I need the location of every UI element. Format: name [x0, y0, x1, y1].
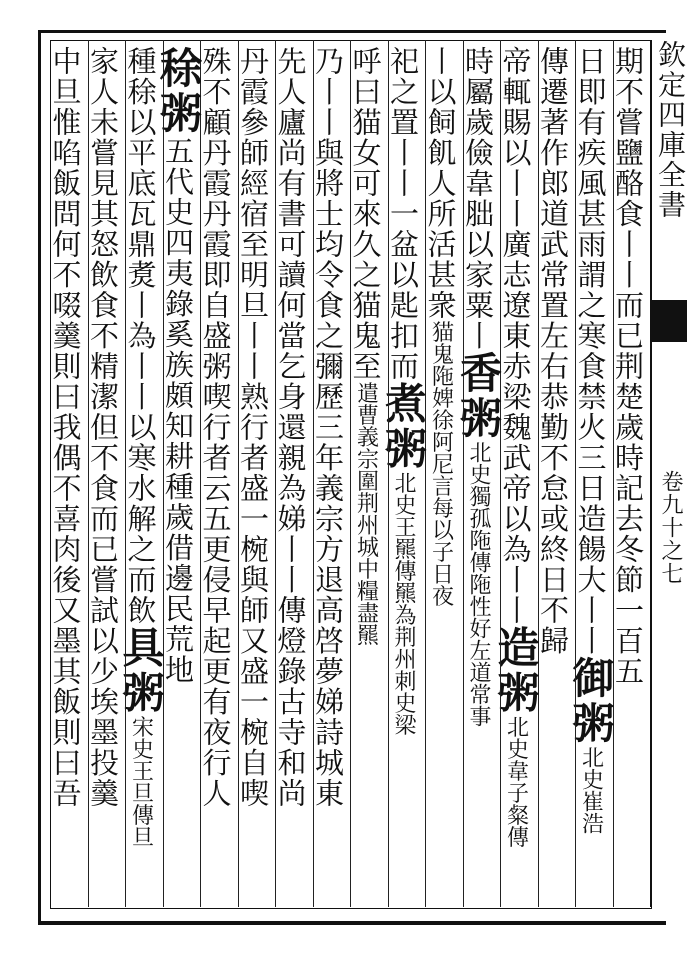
column-rule	[500, 40, 501, 907]
body-text: 祀之置丨丨一盆以匙扣而	[386, 46, 420, 382]
text-column	[536, 46, 574, 904]
entry-heading: 御粥	[566, 656, 616, 746]
body-text: 呼曰猫女可來久之猫鬼至	[348, 46, 383, 382]
annotation-text: 猫鬼陁婢徐阿尼言每以子日夜	[428, 320, 454, 607]
entry-heading: 香粥	[454, 351, 503, 441]
text-column	[423, 46, 461, 904]
text-column	[566, 46, 616, 904]
body-text: 丨以飼飢人所活甚衆	[423, 46, 458, 321]
body-text: 乃丨丨與將士均令食之彌歷三年義宗方退高啓夢娣詩城東	[311, 46, 345, 809]
column-rule	[613, 40, 614, 907]
text-column	[86, 46, 124, 904]
body-text: 日即有疾風甚雨謂之寒食禁火三日造餳大丨丨	[573, 46, 608, 656]
text-column	[48, 46, 86, 904]
body-text: 傳遷著作郎道武常置左右恭勤不怠或終日不歸	[536, 46, 570, 656]
text-column	[348, 46, 386, 904]
annotation-text: 北史獨孤陁傳陁性好左道常事	[466, 441, 491, 727]
body-text: 種稌以平底瓦鼎煑丨為丨丨以寒水解之而飲	[123, 46, 158, 626]
text-column	[116, 46, 166, 904]
annotation-text: 遣曹義宗圍荆州城中糧盡羆	[353, 381, 379, 646]
text-column	[154, 46, 203, 904]
annotation-text: 北史崔浩	[578, 746, 604, 834]
body-text: 先人廬尚有書可讀何當乞身還親為娣丨丨傳燈錄古寺和尚	[273, 46, 308, 809]
body-text: 丹霞參師經宿至明旦丨丨熟行者盛一椀與師又盛一椀自喫	[236, 46, 270, 809]
body-text: 中旦惟啗飯問何不啜羹則曰我偶不喜肉後又墨其飯則曰吾	[48, 46, 83, 809]
text-column	[311, 46, 349, 904]
column-rule	[350, 40, 351, 907]
annotation-text: 北史韋子粲傳	[503, 715, 529, 848]
column-rule	[88, 40, 89, 907]
annotation-text: 宋史王旦傳旦	[128, 715, 154, 848]
entry-heading: 煮粥	[379, 381, 428, 472]
body-text: 五代史四夷錄奚族頗知耕種歲借邊民荒地	[161, 136, 195, 685]
book-title: 欽定四庫全書	[654, 40, 687, 220]
entry-heading: 造粥	[491, 625, 541, 716]
body-text: 殊不顧丹霞丹霞即自盛粥喫行者云五更侵早起更有夜行人	[198, 46, 233, 809]
column-rule	[275, 40, 276, 907]
column-rule	[575, 40, 576, 907]
text-column	[379, 46, 428, 904]
text-column	[454, 46, 503, 904]
column-rule	[313, 40, 314, 907]
body-text: 家人未嘗見其怒飲食不精潔但不食而已嘗試以少埃墨投羹	[86, 46, 120, 809]
text-column	[611, 46, 649, 904]
volume-label: 卷九十之七	[658, 470, 683, 585]
body-text: 期不嘗鹽酪食丨丨而已荆楚歲時記去冬節一百五	[611, 46, 645, 687]
column-rule	[238, 40, 239, 907]
column-rule	[163, 40, 164, 907]
column-rule	[463, 40, 464, 907]
column-rule	[538, 40, 539, 907]
entry-heading: 稌粥	[154, 46, 203, 136]
body-text: 帝輒賜以丨丨廣志遼東赤梁魏武帝以為丨丨	[498, 46, 533, 626]
column-rule	[125, 40, 126, 907]
column-rule	[388, 40, 389, 907]
text-column	[236, 46, 274, 904]
annotation-text: 北史王羆傳羆為荆州刺史梁	[391, 471, 416, 736]
entry-heading: 具粥	[116, 625, 166, 716]
text-column	[273, 46, 311, 904]
column-rule	[200, 40, 201, 907]
text-column	[198, 46, 236, 904]
text-column	[491, 46, 541, 904]
body-text: 時屬歲儉韋胐以家粟丨	[461, 46, 495, 351]
column-rule	[425, 40, 426, 907]
